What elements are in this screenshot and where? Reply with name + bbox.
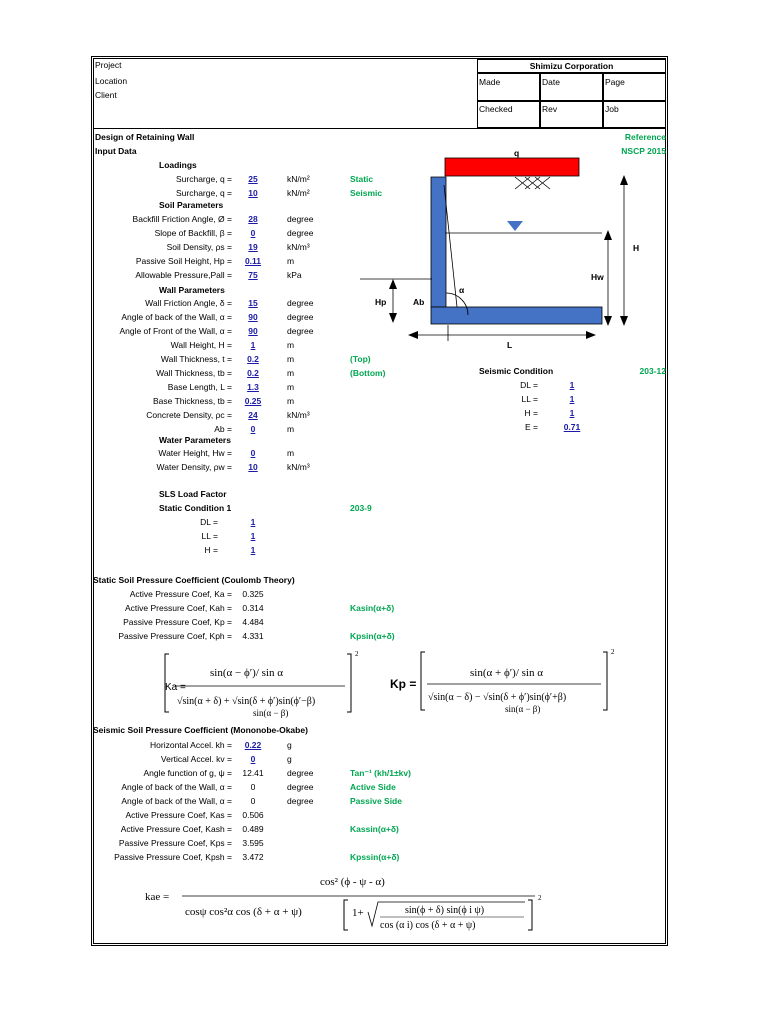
input-label: Wall Friction Angle, δ = [145, 298, 232, 308]
input-value[interactable]: 15 [248, 298, 258, 308]
input-unit: m [287, 382, 295, 392]
job-label: Job [605, 104, 619, 114]
rev-label: Rev [542, 104, 558, 114]
input-unit: kN/m³ [287, 410, 310, 420]
header-divider [93, 128, 666, 129]
svg-text:sin(α + ϕ′)/ sin α: sin(α + ϕ′)/ sin α [470, 667, 543, 679]
page-title: Design of Retaining Wall [95, 132, 195, 142]
seismic-coef-note: Tan⁻¹ (kh/1±kv) [350, 768, 411, 778]
input-label: Slope of Backfill, β = [154, 228, 232, 238]
seismic-coef-value[interactable]: 0.22 [244, 740, 262, 750]
diagram-ab-label: Ab [413, 297, 425, 307]
seismic-coef-value: 0.506 [242, 810, 264, 820]
company-name: Shimizu Corporation [529, 61, 614, 71]
static-coef-label: Passive Pressure Coef, Kp = [123, 617, 232, 627]
input-label: Surcharge, q = [176, 174, 232, 184]
seismic-coef-label: Angle function of g, ψ = [143, 768, 232, 778]
input-unit: kN/m² [287, 174, 310, 184]
seismic-coef-value: 0.489 [242, 824, 264, 834]
input-label: Ab = [214, 424, 232, 434]
seismic-condition-value[interactable]: 0.71 [563, 422, 581, 432]
svg-text:√sin(α − δ) − √sin(δ + ϕ′)sin(: √sin(α − δ) − √sin(δ + ϕ′)sin(ϕ′+β) [428, 692, 567, 703]
svg-text:cosψ cos²α cos (δ + α + ψ): cosψ cos²α cos (δ + α + ψ) [185, 906, 302, 918]
input-unit: degree [287, 298, 314, 308]
input-label: Backfill Friction Angle, Ø = [132, 214, 232, 224]
input-unit: degree [287, 214, 314, 224]
input-value[interactable]: 25 [248, 174, 258, 184]
input-label: Water Height, Hw = [158, 448, 232, 458]
input-value[interactable]: 1.3 [247, 382, 259, 392]
input-label: Water Density, ρw = [156, 462, 232, 472]
input-unit: degree [287, 312, 314, 322]
page-label: Page [605, 77, 625, 87]
seismic-coef-label: Active Pressure Coef, Kash = [120, 824, 232, 834]
svg-text:sin(α − β): sin(α − β) [505, 704, 541, 714]
seismic-coef-unit: g [287, 754, 292, 764]
sls-label: LL = [201, 531, 218, 541]
input-label: Soil Density, ρs = [166, 242, 232, 252]
static-coef-label: Passive Pressure Coef, Kph = [118, 631, 232, 641]
seismic-coef-value: 0 [250, 782, 256, 792]
input-unit: m [287, 424, 295, 434]
sls-value[interactable]: 1 [250, 545, 256, 555]
surcharge-block [445, 158, 579, 176]
input-unit: kN/m³ [287, 462, 310, 472]
made-label: Made [479, 77, 501, 87]
input-value[interactable]: 0.2 [247, 368, 259, 378]
input-unit: kN/m² [287, 188, 310, 198]
sls-label: DL = [200, 517, 218, 527]
diagram-h-label: H [633, 243, 640, 253]
seismic-condition-label: DL = [520, 380, 538, 390]
wall-stem [431, 177, 446, 307]
seismic-condition-ref: 203-12 [639, 366, 666, 376]
location-label: Location [95, 76, 128, 86]
input-label: Angle of back of the Wall, α = [121, 312, 232, 322]
kp-symbol: Kp = [390, 677, 417, 691]
sls-title: SLS Load Factor [159, 489, 227, 499]
input-value[interactable]: 0 [250, 448, 256, 458]
diagram-l-label: L [507, 340, 513, 350]
seismic-coef-label: Passive Pressure Coef, Kps = [118, 838, 232, 848]
seismic-coef-label: Vertical Accel. kv = [160, 754, 232, 764]
input-unit: m [287, 368, 295, 378]
input-unit: kN/m³ [287, 242, 310, 252]
sls-subtitle: Static Condition 1 [159, 503, 232, 513]
seismic-coef-value: 3.595 [242, 838, 264, 848]
input-value[interactable]: 19 [248, 242, 258, 252]
diagram-alpha-label: α [459, 285, 465, 295]
sls-label: H = [204, 545, 218, 555]
checked-label: Checked [479, 104, 513, 114]
seismic-coef-label: Active Pressure Coef, Kas = [125, 810, 232, 820]
ka-symbol: Ka = [165, 682, 186, 693]
static-coef-value: 4.331 [242, 631, 264, 641]
seismic-coef-unit: degree [287, 768, 314, 778]
reference-label: Reference [624, 132, 666, 142]
date-label: Date [542, 77, 560, 87]
svg-text:kae =: kae = [145, 891, 170, 903]
static-coef-label: Active Pressure Coef, Ka = [129, 589, 232, 599]
input-value[interactable]: 0 [250, 424, 256, 434]
input-label: Surcharge, q = [176, 188, 232, 198]
input-value[interactable]: 28 [248, 214, 258, 224]
input-value[interactable]: 1 [250, 340, 256, 350]
svg-text:cos (α i) cos (δ + α + ψ): cos (α i) cos (δ + α + ψ) [380, 920, 476, 931]
seismic-coef-note: Kpssin(α+δ) [350, 852, 400, 862]
seismic-coef-unit: degree [287, 796, 314, 806]
sls-value[interactable]: 1 [250, 517, 256, 527]
water-heading: Water Parameters [159, 435, 231, 445]
input-value[interactable]: 90 [248, 312, 258, 322]
input-value[interactable]: 10 [248, 462, 258, 472]
seismic-coef-note: Kassin(α+δ) [350, 824, 399, 834]
static-coef-note: Kasin(α+δ) [350, 603, 395, 613]
input-value[interactable]: 75 [248, 270, 258, 280]
wall-base [431, 307, 602, 324]
input-value[interactable]: 0 [250, 228, 256, 238]
loadings-heading: Loadings [159, 160, 197, 170]
input-label: Concrete Density, ρc = [146, 410, 232, 420]
support-hatch [515, 177, 550, 189]
seismic-coef-note: Passive Side [350, 796, 402, 806]
static-coef-value: 4.484 [242, 617, 264, 627]
svg-text:1+: 1+ [352, 907, 364, 919]
seismic-coef-label: Horizontal Accel. kh = [150, 740, 232, 750]
seismic-coef-label: Passive Pressure Coef, Kpsh = [114, 852, 232, 862]
input-label: Passive Soil Height, Hp = [135, 256, 232, 266]
svg-text:2: 2 [611, 648, 615, 656]
diagram-hp-label: Hp [375, 297, 387, 307]
static-coef-value: 0.325 [242, 589, 264, 599]
input-value[interactable]: 0.11 [244, 256, 262, 266]
seismic-coef-note: Active Side [350, 782, 396, 792]
input-unit: m [287, 340, 295, 350]
svg-text:2: 2 [538, 894, 542, 902]
seismic-coef-label: Angle of back of the Wall, α = [121, 796, 232, 806]
seismic-coef-unit: degree [287, 782, 314, 792]
input-unit: m [287, 396, 295, 406]
wall-heading: Wall Parameters [159, 285, 225, 295]
input-unit: degree [287, 326, 314, 336]
input-note: Seismic [350, 188, 383, 198]
input-unit: m [287, 256, 295, 266]
input-label: Base Thickness, tb = [153, 396, 232, 406]
input-note: Static [350, 174, 374, 184]
svg-text:sin(α − ϕ′)/ sin α: sin(α − ϕ′)/ sin α [210, 667, 283, 679]
input-value[interactable]: 90 [248, 326, 258, 336]
input-label: Angle of Front of the Wall, α = [119, 326, 232, 336]
soil-heading: Soil Parameters [159, 200, 224, 210]
retaining-wall-diagram [360, 145, 660, 355]
seismic-condition-value[interactable]: 1 [569, 408, 575, 418]
input-unit: m [287, 354, 295, 364]
svg-text:sin(ϕ + δ) sin(ϕ i ψ): sin(ϕ + δ) sin(ϕ i ψ) [405, 905, 485, 916]
static-coef-label: Active Pressure Coef, Kah = [124, 603, 232, 613]
input-label: Wall Thickness, t = [160, 354, 232, 364]
static-coef-value: 0.314 [242, 603, 264, 613]
seismic-coef-unit: g [287, 740, 292, 750]
client-label: Client [95, 90, 117, 100]
mononobe-okabe-formula [140, 870, 560, 935]
input-value[interactable]: 10 [248, 188, 258, 198]
static-coef-note: Kpsin(α+δ) [350, 631, 395, 641]
seismic-coef-value: 3.472 [242, 852, 264, 862]
seismic-coef-title: Seismic Soil Pressure Coefficient (Mononobe-Okabe) [93, 725, 308, 735]
input-label: Base Length, L = [167, 382, 232, 392]
seismic-coef-value[interactable]: 0 [250, 754, 256, 764]
svg-text:√sin(α + δ) + √sin(δ + ϕ′)sin(: √sin(α + δ) + √sin(δ + ϕ′)sin(ϕ′−β) [177, 696, 316, 707]
seismic-coef-value: 0 [250, 796, 256, 806]
input-unit: kPa [287, 270, 302, 280]
svg-text:2: 2 [355, 650, 359, 658]
diagram-hw-label: Hw [591, 272, 604, 282]
diagram-q-label: q [514, 148, 520, 158]
seismic-condition-label: LL = [521, 394, 538, 404]
input-unit: m [287, 448, 295, 458]
seismic-condition-value[interactable]: 1 [569, 380, 575, 390]
seismic-condition-title: Seismic Condition [479, 366, 554, 376]
seismic-condition-value[interactable]: 1 [569, 394, 575, 404]
static-coef-title: Static Soil Pressure Coefficient (Coulomb Theory) [93, 575, 295, 585]
input-value[interactable]: 0.2 [247, 354, 259, 364]
sls-value[interactable]: 1 [250, 531, 256, 541]
input-data-heading: Input Data [95, 146, 137, 156]
coulomb-formulas [135, 648, 635, 718]
seismic-condition-label: H = [524, 408, 538, 418]
input-label: Wall Thickness, tb = [156, 368, 232, 378]
seismic-coef-value: 12.41 [242, 768, 264, 778]
water-level-marker [507, 221, 523, 231]
project-label: Project [95, 60, 122, 70]
seismic-condition-label: E = [525, 422, 538, 432]
input-note: (Top) [350, 354, 371, 364]
svg-text:sin(α − β): sin(α − β) [253, 708, 289, 718]
reference-code: NSCP 2015 [621, 146, 666, 156]
svg-text:cos² (ϕ - ψ - α): cos² (ϕ - ψ - α) [320, 876, 385, 888]
input-label: Wall Height, H = [170, 340, 232, 350]
input-value[interactable]: 24 [248, 410, 258, 420]
input-unit: degree [287, 228, 314, 238]
seismic-coef-label: Angle of back of the Wall, α = [121, 782, 232, 792]
input-note: (Bottom) [350, 368, 386, 378]
sls-ref: 203-9 [350, 503, 372, 513]
input-label: Allowable Pressure,Pall = [135, 270, 232, 280]
input-value[interactable]: 0.25 [244, 396, 262, 406]
